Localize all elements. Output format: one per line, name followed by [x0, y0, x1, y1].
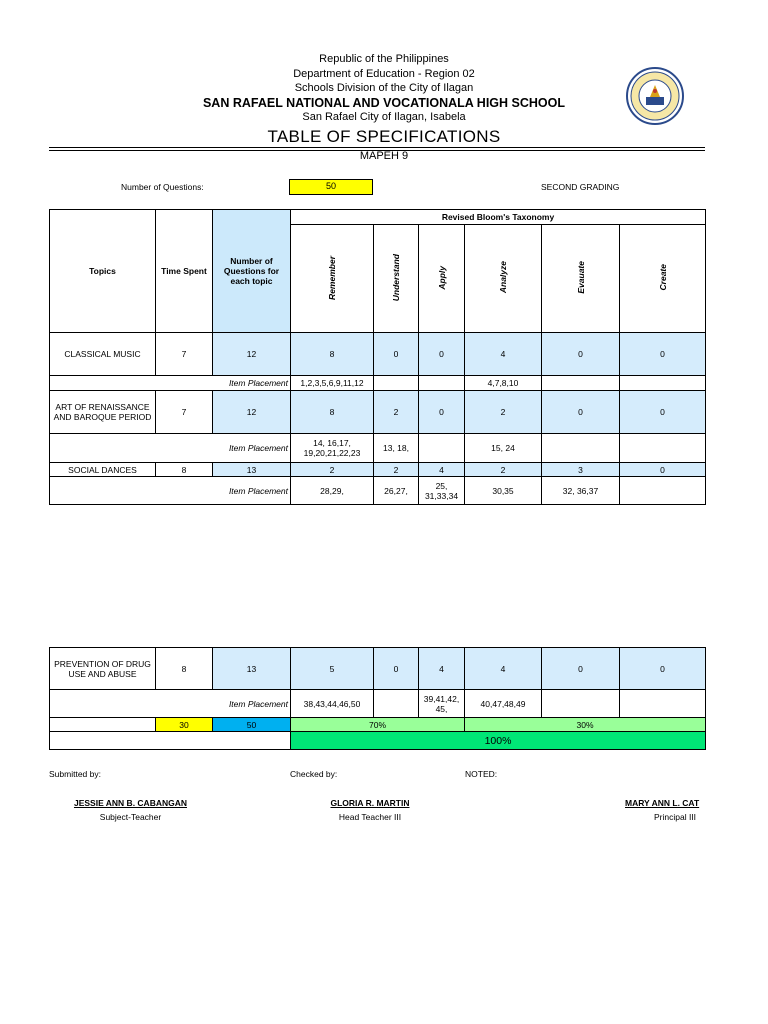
- total-questions: 50: [213, 718, 291, 732]
- count-evaluate: 0: [542, 391, 620, 434]
- header-time-spent: Time Spent: [156, 210, 213, 333]
- deped-seal-icon: [626, 67, 684, 125]
- submitted-by-position: Subject-Teacher: [99, 812, 162, 822]
- count-create: 0: [620, 463, 706, 477]
- placement-create: [620, 376, 706, 391]
- placement-create: [620, 477, 706, 505]
- placement-evaluate: 32, 36,37: [542, 477, 620, 505]
- submitted-by-name: JESSIE ANN B. CABANGAN: [73, 798, 188, 808]
- count-understand: 0: [374, 648, 419, 690]
- topic-name: ART OF RENAISSANCE AND BAROQUE PERIOD: [50, 391, 156, 434]
- question-count: 13: [213, 463, 291, 477]
- level-analyze: Analyze: [498, 261, 508, 294]
- page-title: TABLE OF SPECIFICATIONS: [267, 127, 501, 146]
- item-placement-label: Item Placement: [50, 434, 291, 463]
- placement-evaluate: [542, 376, 620, 391]
- header-blooms-taxonomy: Revised Bloom's Taxonomy: [291, 210, 706, 225]
- count-analyze: 4: [465, 333, 542, 376]
- count-remember: 5: [291, 648, 374, 690]
- noted-by-name: MARY ANN L. CAT: [625, 798, 700, 808]
- overall-percent: 100%: [291, 732, 706, 750]
- placement-analyze: 30,35: [465, 477, 542, 505]
- placement-analyze: 40,47,48,49: [465, 690, 542, 718]
- count-remember: 8: [291, 391, 374, 434]
- placement-apply: 25, 31,33,34: [419, 477, 465, 505]
- placement-apply: [419, 376, 465, 391]
- question-count: 12: [213, 391, 291, 434]
- time-spent: 7: [156, 333, 213, 376]
- level-understand: Understand: [391, 253, 401, 302]
- school-address: San Rafael City of Ilagan, Isabela: [302, 111, 466, 123]
- question-count: 12: [213, 333, 291, 376]
- specification-table-continued: [49, 647, 706, 750]
- level-evaluate: Evauate: [575, 261, 586, 294]
- placement-remember: 38,43,44,46,50: [291, 690, 374, 718]
- count-remember: 8: [291, 333, 374, 376]
- count-create: 0: [620, 648, 706, 690]
- header-division: Schools Division of the City of Ilagan: [294, 82, 474, 94]
- count-apply: 0: [419, 391, 465, 434]
- table-row: [50, 333, 706, 376]
- placement-understand: [374, 376, 419, 391]
- count-create: 0: [620, 391, 706, 434]
- placement-analyze: 15, 24: [465, 434, 542, 463]
- questions-label: Number of Questions:: [121, 182, 204, 192]
- count-understand: 0: [374, 333, 419, 376]
- topic-name: SOCIAL DANCES: [50, 463, 156, 477]
- specification-table: [49, 209, 706, 505]
- item-placement-row: [50, 434, 706, 463]
- count-evaluate: 0: [542, 648, 620, 690]
- level-remember: Remember: [327, 255, 337, 300]
- questions-value: 50: [289, 179, 373, 195]
- overall-blank: [50, 732, 291, 750]
- placement-evaluate: [542, 690, 620, 718]
- topic-name: CLASSICAL MUSIC: [50, 333, 156, 376]
- question-count: 13: [213, 648, 291, 690]
- placement-remember: 14, 16,17, 19,20,21,22,23: [291, 434, 374, 463]
- placement-remember: 1,2,3,5,6,9,11,12: [291, 376, 374, 391]
- time-spent: 7: [156, 391, 213, 434]
- placement-understand: 26,27,: [374, 477, 419, 505]
- item-placement-row: [50, 477, 706, 505]
- table-row: [50, 391, 706, 434]
- count-apply: 0: [419, 333, 465, 376]
- placement-create: [620, 690, 706, 718]
- header-department: Department of Education - Region 02: [293, 68, 475, 80]
- count-understand: 2: [374, 463, 419, 477]
- placement-apply: 39,41,42, 45,: [419, 690, 465, 718]
- noted-by-position: Principal III: [654, 812, 697, 822]
- placement-understand: [374, 690, 419, 718]
- checked-by-position: Head Teacher III: [338, 812, 402, 822]
- placement-analyze: 4,7,8,10: [465, 376, 542, 391]
- topic-name: PREVENTION OF DRUG USE AND ABUSE: [50, 648, 156, 690]
- submitted-by-label: Submitted by:: [49, 769, 101, 779]
- time-spent: 8: [156, 463, 213, 477]
- item-placement-label: Item Placement: [50, 477, 291, 505]
- placement-create: [620, 434, 706, 463]
- item-placement-label: Item Placement: [50, 376, 291, 391]
- header-number-of-questions: Number of Questions for each topic: [213, 210, 291, 333]
- title-divider: [49, 147, 705, 148]
- table-row: [50, 463, 706, 477]
- level-apply: Apply: [436, 265, 447, 290]
- count-analyze: 2: [465, 391, 542, 434]
- overall-row: [50, 732, 706, 750]
- level-create: Create: [657, 264, 668, 291]
- count-evaluate: 3: [542, 463, 620, 477]
- time-spent: 8: [156, 648, 213, 690]
- grading-period: SECOND GRADING: [541, 182, 620, 192]
- count-create: 0: [620, 333, 706, 376]
- count-apply: 4: [419, 463, 465, 477]
- count-evaluate: 0: [542, 333, 620, 376]
- checked-by-label: Checked by:: [290, 769, 338, 779]
- count-remember: 2: [291, 463, 374, 477]
- count-apply: 4: [419, 648, 465, 690]
- total-time-spent: 30: [156, 718, 213, 732]
- subject-name: MAPEH 9: [359, 150, 409, 162]
- placement-apply: [419, 434, 465, 463]
- count-analyze: 2: [465, 463, 542, 477]
- header-topics: Topics: [50, 210, 156, 333]
- lower-order-percent: 70%: [291, 718, 465, 732]
- table-row: [50, 648, 706, 690]
- item-placement-row: [50, 690, 706, 718]
- count-understand: 2: [374, 391, 419, 434]
- totals-row: [50, 718, 706, 732]
- totals-blank: [50, 718, 156, 732]
- count-analyze: 4: [465, 648, 542, 690]
- placement-understand: 13, 18,: [374, 434, 419, 463]
- higher-order-percent: 30%: [465, 718, 706, 732]
- header-republic: Republic of the Philippines: [319, 53, 449, 65]
- noted-label: NOTED:: [465, 769, 498, 779]
- placement-evaluate: [542, 434, 620, 463]
- checked-by-name: GLORIA R. MARTIN: [330, 798, 410, 808]
- item-placement-label: Item Placement: [50, 690, 291, 718]
- placement-remember: 28,29,: [291, 477, 374, 505]
- school-name: SAN RAFAEL NATIONAL AND VOCATIONALA HIGH SCHOOL: [202, 96, 566, 110]
- item-placement-row: [50, 376, 706, 391]
